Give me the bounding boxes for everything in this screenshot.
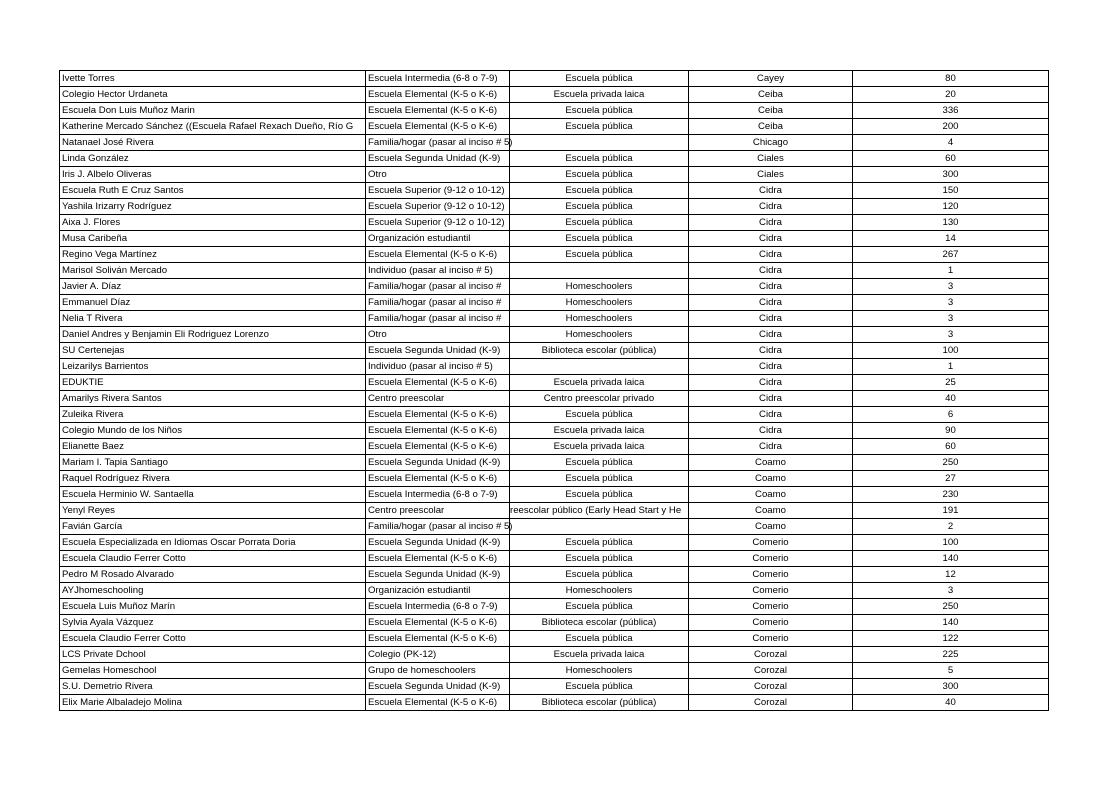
town-cell: Cidra — [689, 311, 853, 327]
type-cell: Biblioteca escolar (pública) — [510, 343, 689, 359]
type-cell — [510, 359, 689, 375]
count-cell: 40 — [853, 391, 1049, 407]
town-cell: Coamo — [689, 455, 853, 471]
count-cell: 191 — [853, 503, 1049, 519]
count-cell: 150 — [853, 183, 1049, 199]
count-cell: 230 — [853, 487, 1049, 503]
type-cell: Escuela pública — [510, 71, 689, 87]
level-cell: Escuela Elemental (K-5 o K-6) — [366, 407, 510, 423]
level-cell: Colegio (PK-12) — [366, 647, 510, 663]
level-cell: Grupo de homeschoolers — [366, 663, 510, 679]
name-cell: Colegio Mundo de los Niños — [60, 423, 366, 439]
level-cell: Centro preescolar — [366, 503, 510, 519]
type-cell: Escuela pública — [510, 551, 689, 567]
level-cell: Escuela Elemental (K-5 o K-6) — [366, 119, 510, 135]
table-row — [60, 231, 1049, 247]
count-cell: 267 — [853, 247, 1049, 263]
table-row — [60, 583, 1049, 599]
level-cell: Escuela Intermedia (6-8 o 7-9) — [366, 599, 510, 615]
name-cell: LCS Private Dchool — [60, 647, 366, 663]
type-cell: Escuela pública — [510, 599, 689, 615]
type-cell: Escuela pública — [510, 247, 689, 263]
name-cell: Amarilys Rivera Santos — [60, 391, 366, 407]
town-cell: Chicago — [689, 135, 853, 151]
count-cell: 25 — [853, 375, 1049, 391]
name-cell: Gemelas Homeschool — [60, 663, 366, 679]
level-cell: Otro — [366, 167, 510, 183]
name-cell: Escuela Claudio Ferrer Cotto — [60, 631, 366, 647]
name-cell: Regino Vega Martínez — [60, 247, 366, 263]
count-cell: 2 — [853, 519, 1049, 535]
type-cell: Centro preescolar privado — [510, 391, 689, 407]
town-cell: Comerio — [689, 599, 853, 615]
level-cell: Escuela Elemental (K-5 o K-6) — [366, 103, 510, 119]
count-cell: 20 — [853, 87, 1049, 103]
count-cell: 300 — [853, 679, 1049, 695]
name-cell: Escuela Luis Muñoz Marín — [60, 599, 366, 615]
level-cell: Escuela Elemental (K-5 o K-6) — [366, 439, 510, 455]
name-cell: Ivette Torres — [60, 71, 366, 87]
level-cell: Escuela Superior (9-12 o 10-12) — [366, 215, 510, 231]
type-cell: Escuela pública — [510, 231, 689, 247]
level-cell: Escuela Elemental (K-5 o K-6) — [366, 423, 510, 439]
name-cell: Daniel Andres y Benjamin Eli Rodriguez Lorenzo — [60, 327, 366, 343]
count-cell: 3 — [853, 327, 1049, 343]
level-cell: Centro preescolar — [366, 391, 510, 407]
level-cell: Familia/hogar (pasar al inciso # — [366, 295, 510, 311]
level-cell: Escuela Elemental (K-5 o K-6) — [366, 375, 510, 391]
name-cell: Escuela Don Luis Muñoz Marin — [60, 103, 366, 119]
level-cell: Escuela Superior (9-12 o 10-12) — [366, 199, 510, 215]
type-cell: Escuela pública — [510, 103, 689, 119]
level-cell: Escuela Elemental (K-5 o K-6) — [366, 87, 510, 103]
count-cell: 200 — [853, 119, 1049, 135]
town-cell: Corozal — [689, 647, 853, 663]
town-cell: Cidra — [689, 327, 853, 343]
count-cell: 140 — [853, 551, 1049, 567]
type-cell: Escuela pública — [510, 535, 689, 551]
town-cell: Cidra — [689, 263, 853, 279]
type-cell: Escuela privada laica — [510, 87, 689, 103]
table-row — [60, 551, 1049, 567]
count-cell: 300 — [853, 167, 1049, 183]
name-cell: Nelia T Rivera — [60, 311, 366, 327]
name-cell: Mariam I. Tapia Santiago — [60, 455, 366, 471]
level-cell: Individuo (pasar al inciso # 5) — [366, 263, 510, 279]
count-cell: 80 — [853, 71, 1049, 87]
town-cell: Comerio — [689, 631, 853, 647]
table-row — [60, 359, 1049, 375]
level-cell: Escuela Segunda Unidad (K-9) — [366, 535, 510, 551]
count-cell: 3 — [853, 295, 1049, 311]
table-row — [60, 695, 1049, 711]
type-cell: Homeschoolers — [510, 279, 689, 295]
type-cell: Escuela pública — [510, 151, 689, 167]
level-cell: Escuela Intermedia (6-8 o 7-9) — [366, 71, 510, 87]
count-cell: 27 — [853, 471, 1049, 487]
count-cell: 100 — [853, 535, 1049, 551]
name-cell: Iris J. Albelo Oliveras — [60, 167, 366, 183]
type-cell: Escuela pública — [510, 407, 689, 423]
type-cell: Escuela privada laica — [510, 647, 689, 663]
name-cell: EDUKTIE — [60, 375, 366, 391]
town-cell: Comerio — [689, 551, 853, 567]
name-cell: Musa Caribeña — [60, 231, 366, 247]
name-cell: Escuela Claudio Ferrer Cotto — [60, 551, 366, 567]
type-cell: Escuela privada laica — [510, 375, 689, 391]
level-cell: Escuela Elemental (K-5 o K-6) — [366, 631, 510, 647]
data-table — [59, 70, 1049, 711]
type-cell: Escuela pública — [510, 119, 689, 135]
town-cell: Cidra — [689, 407, 853, 423]
town-cell: Corozal — [689, 695, 853, 711]
count-cell: 4 — [853, 135, 1049, 151]
count-cell: 60 — [853, 151, 1049, 167]
name-cell: Elix Marie Albaladejo Molina — [60, 695, 366, 711]
type-cell: Escuela pública — [510, 199, 689, 215]
level-cell: Escuela Elemental (K-5 o K-6) — [366, 247, 510, 263]
count-cell: 3 — [853, 583, 1049, 599]
type-cell: Escuela pública — [510, 487, 689, 503]
table-row — [60, 199, 1049, 215]
type-cell: Escuela pública — [510, 471, 689, 487]
name-cell: Raquel Rodríguez Rivera — [60, 471, 366, 487]
type-cell: Homeschoolers — [510, 327, 689, 343]
name-cell: Emmanuel Díaz — [60, 295, 366, 311]
level-cell: Escuela Elemental (K-5 o K-6) — [366, 695, 510, 711]
town-cell: Cidra — [689, 199, 853, 215]
level-cell: Individuo (pasar al inciso # 5) — [366, 359, 510, 375]
type-cell: Homeschoolers — [510, 311, 689, 327]
name-cell: Escuela Herminio W. Santaella — [60, 487, 366, 503]
town-cell: Ceiba — [689, 103, 853, 119]
town-cell: Coamo — [689, 487, 853, 503]
town-cell: Cidra — [689, 375, 853, 391]
name-cell: Javier A. Díaz — [60, 279, 366, 295]
table-row — [60, 167, 1049, 183]
count-cell: 3 — [853, 311, 1049, 327]
town-cell: Comerio — [689, 567, 853, 583]
town-cell: Corozal — [689, 663, 853, 679]
table-row — [60, 631, 1049, 647]
town-cell: Cidra — [689, 183, 853, 199]
town-cell: Cidra — [689, 215, 853, 231]
name-cell: Pedro M Rosado Alvarado — [60, 567, 366, 583]
table-row — [60, 279, 1049, 295]
level-cell: Escuela Segunda Unidad (K-9) — [366, 151, 510, 167]
count-cell: 6 — [853, 407, 1049, 423]
table-row — [60, 247, 1049, 263]
town-cell: Cidra — [689, 391, 853, 407]
town-cell: Coamo — [689, 519, 853, 535]
level-cell: Escuela Segunda Unidad (K-9) — [366, 679, 510, 695]
table-row — [60, 119, 1049, 135]
table-row — [60, 647, 1049, 663]
table-row — [60, 311, 1049, 327]
town-cell: Comerio — [689, 583, 853, 599]
table-row — [60, 295, 1049, 311]
town-cell: Cidra — [689, 359, 853, 375]
table-row — [60, 615, 1049, 631]
town-cell: Cidra — [689, 343, 853, 359]
table-row — [60, 423, 1049, 439]
table-row — [60, 151, 1049, 167]
count-cell: 1 — [853, 263, 1049, 279]
count-cell: 3 — [853, 279, 1049, 295]
type-cell: Escuela pública — [510, 679, 689, 695]
count-cell: 14 — [853, 231, 1049, 247]
town-cell: Cidra — [689, 295, 853, 311]
type-cell: reescolar público (Early Head Start y He — [510, 503, 689, 519]
town-cell: Cayey — [689, 71, 853, 87]
name-cell: Zuleika Rivera — [60, 407, 366, 423]
town-cell: Corozal — [689, 679, 853, 695]
table-row — [60, 679, 1049, 695]
table-row — [60, 519, 1049, 535]
level-cell: Familia/hogar (pasar al inciso # — [366, 279, 510, 295]
type-cell: Homeschoolers — [510, 583, 689, 599]
count-cell: 250 — [853, 599, 1049, 615]
table-row — [60, 471, 1049, 487]
name-cell: Colegio Hector Urdaneta — [60, 87, 366, 103]
table-row — [60, 327, 1049, 343]
name-cell: Linda González — [60, 151, 366, 167]
level-cell: Escuela Elemental (K-5 o K-6) — [366, 551, 510, 567]
town-cell: Comerio — [689, 615, 853, 631]
count-cell: 5 — [853, 663, 1049, 679]
count-cell: 100 — [853, 343, 1049, 359]
table-row — [60, 455, 1049, 471]
type-cell: Escuela pública — [510, 183, 689, 199]
count-cell: 60 — [853, 439, 1049, 455]
level-cell: Escuela Intermedia (6-8 o 7-9) — [366, 487, 510, 503]
name-cell: Aixa J. Flores — [60, 215, 366, 231]
name-cell: Yenyl Reyes — [60, 503, 366, 519]
type-cell: Biblioteca escolar (pública) — [510, 615, 689, 631]
level-cell: Organización estudiantil — [366, 583, 510, 599]
level-cell: Escuela Elemental (K-5 o K-6) — [366, 615, 510, 631]
level-cell: Escuela Elemental (K-5 o K-6) — [366, 471, 510, 487]
type-cell: Escuela privada laica — [510, 423, 689, 439]
count-cell: 250 — [853, 455, 1049, 471]
count-cell: 122 — [853, 631, 1049, 647]
table-row — [60, 535, 1049, 551]
name-cell: Marisol Soliván Mercado — [60, 263, 366, 279]
type-cell: Escuela pública — [510, 167, 689, 183]
name-cell: Leizarilys Barrientos — [60, 359, 366, 375]
table-row — [60, 87, 1049, 103]
count-cell: 336 — [853, 103, 1049, 119]
table-row — [60, 375, 1049, 391]
name-cell: Natanael José Rivera — [60, 135, 366, 151]
name-cell: Escuela Especializada en Idiomas Oscar Porrata Doria — [60, 535, 366, 551]
table-row — [60, 487, 1049, 503]
name-cell: Favián García — [60, 519, 366, 535]
count-cell: 1 — [853, 359, 1049, 375]
count-cell: 90 — [853, 423, 1049, 439]
table-row — [60, 343, 1049, 359]
level-cell: Escuela Segunda Unidad (K-9) — [366, 567, 510, 583]
table-row — [60, 263, 1049, 279]
type-cell — [510, 263, 689, 279]
town-cell: Ceiba — [689, 87, 853, 103]
type-cell: Escuela pública — [510, 631, 689, 647]
name-cell: SU Certenejas — [60, 343, 366, 359]
town-cell: Coamo — [689, 471, 853, 487]
type-cell — [510, 135, 689, 151]
count-cell: 40 — [853, 695, 1049, 711]
table-row — [60, 391, 1049, 407]
town-cell: Cidra — [689, 247, 853, 263]
town-cell: Cidra — [689, 423, 853, 439]
level-cell: Otro — [366, 327, 510, 343]
name-cell: Katherine Mercado Sánchez ((Escuela Rafael Rexach Dueño, Río G — [60, 119, 366, 135]
level-cell: Organización estudiantil — [366, 231, 510, 247]
town-cell: Coamo — [689, 503, 853, 519]
table-row — [60, 663, 1049, 679]
count-cell: 120 — [853, 199, 1049, 215]
count-cell: 130 — [853, 215, 1049, 231]
table-body — [60, 71, 1049, 711]
type-cell: Escuela pública — [510, 215, 689, 231]
count-cell: 140 — [853, 615, 1049, 631]
level-cell: Escuela Segunda Unidad (K-9) — [366, 343, 510, 359]
table-row — [60, 567, 1049, 583]
town-cell: Cidra — [689, 231, 853, 247]
table-row — [60, 103, 1049, 119]
count-cell: 225 — [853, 647, 1049, 663]
type-cell: Escuela pública — [510, 567, 689, 583]
name-cell: Sylvia Ayala Vázquez — [60, 615, 366, 631]
table-row — [60, 215, 1049, 231]
level-cell: Escuela Segunda Unidad (K-9) — [366, 455, 510, 471]
table-row — [60, 71, 1049, 87]
type-cell: Biblioteca escolar (pública) — [510, 695, 689, 711]
name-cell: Yashila Irizarry Rodríguez — [60, 199, 366, 215]
table-row — [60, 183, 1049, 199]
count-cell: 12 — [853, 567, 1049, 583]
level-cell: Familia/hogar (pasar al inciso # — [366, 311, 510, 327]
name-cell: AYJhomeschooling — [60, 583, 366, 599]
name-cell: Escuela Ruth E Cruz Santos — [60, 183, 366, 199]
town-cell: Cidra — [689, 439, 853, 455]
town-cell: Ciales — [689, 167, 853, 183]
town-cell: Ceiba — [689, 119, 853, 135]
table-row — [60, 135, 1049, 151]
name-cell: S.U. Demetrio Rivera — [60, 679, 366, 695]
town-cell: Ciales — [689, 151, 853, 167]
level-cell: Familia/hogar (pasar al inciso # 5) — [366, 519, 510, 535]
town-cell: Cidra — [689, 279, 853, 295]
table-row — [60, 599, 1049, 615]
type-cell: Homeschoolers — [510, 295, 689, 311]
type-cell: Escuela pública — [510, 455, 689, 471]
level-cell: Familia/hogar (pasar al inciso # 5) — [366, 135, 510, 151]
name-cell: Elianette Baez — [60, 439, 366, 455]
level-cell: Escuela Superior (9-12 o 10-12) — [366, 183, 510, 199]
table-row — [60, 407, 1049, 423]
type-cell: Escuela privada laica — [510, 439, 689, 455]
table-row — [60, 439, 1049, 455]
type-cell: Homeschoolers — [510, 663, 689, 679]
type-cell — [510, 519, 689, 535]
table-row — [60, 503, 1049, 519]
town-cell: Comerio — [689, 535, 853, 551]
